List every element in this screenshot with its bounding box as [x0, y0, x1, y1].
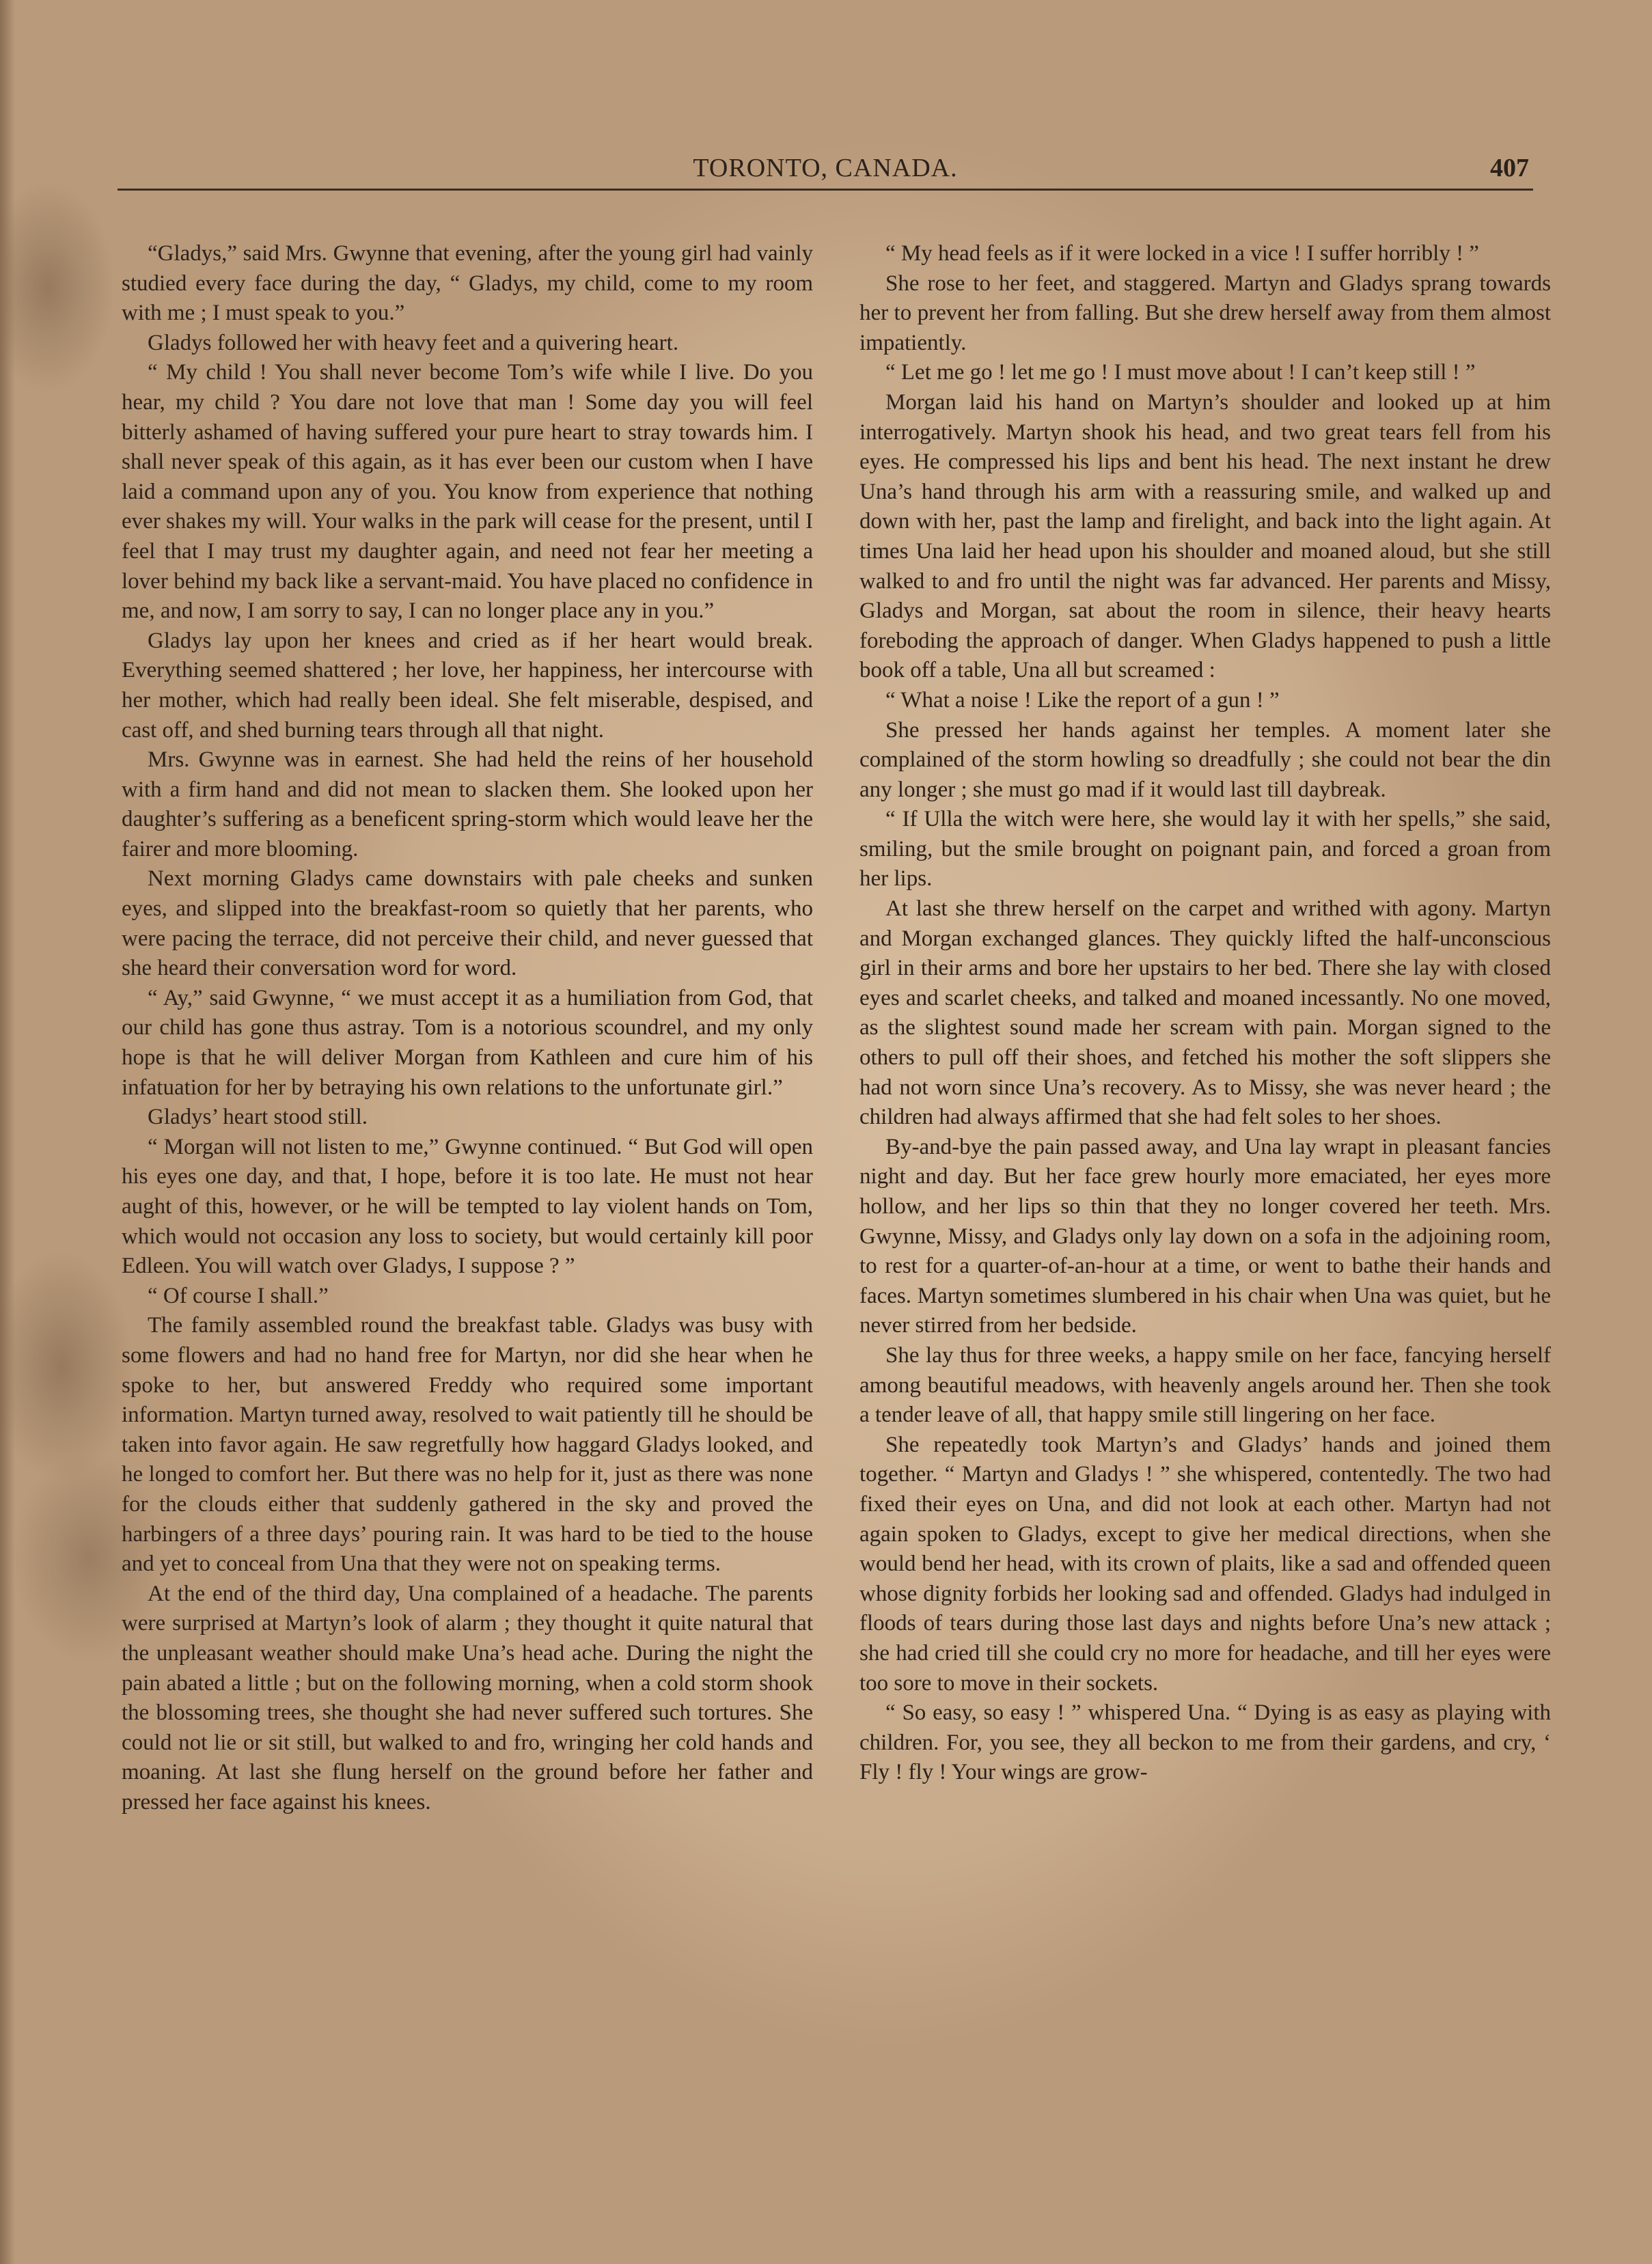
paragraph: “ Let me go ! let me go ! I must move about ! I can’t keep still ! ”	[885, 360, 1476, 385]
paragraph: “ Ay,” said Gwynne, “ we must accept it as a humiliation from God, that our child has gone thus astray. Tom is a notorious scoundrel, and my only hope is that he will deliver Morgan from Kathleen and cure him of his infatuation for her by betraying his own relations to the unfortunate girl.”	[122, 985, 813, 1100]
paragraph: By-and-bye the pain passed away, and Una lay wrapt in pleasant fancies night and day. But her face grew hourly more emaciated, her eyes more hollow, and her lips so thin that they no longer covered her teeth. Mrs. Gwynne, Missy, and Gladys only lay down on a sofa in the adjoining room, to rest for a quarter-of-an-hour at a time, or went to bathe their hands and faces. Martyn sometimes slumbered in his chair when Una was quiet, but he never stirred from her bedside.	[859, 1134, 1551, 1338]
left-column	[122, 239, 813, 1817]
page-number: 407	[1490, 154, 1529, 182]
paragraph: “ My child ! You shall never become Tom’s wife while I live. Do you hear, my child ? You dare not love that man ! Some day you will feel bitterly ashamed of having suffered your pure heart to stray towards him. I shall never speak of this again, as it has ever been our custom when I have laid a command upon any of you. You know from experience that nothing ever shakes my will. Your walks in the park will cease for the present, until I feel that I may trust my daughter again, and need not fear her meeting a lover behind my back like a servant-maid. You have placed no confidence in me, and now, I am sorry to say, I can no longer place any in you.”	[122, 360, 813, 624]
paragraph: “ My head feels as if it were locked in a vice ! I suffer horribly ! ”	[885, 241, 1479, 266]
paragraph: At the end of the third day, Una complained of a headache. The parents were surprised at Martyn’s look of alarm ; they thought it quite natural that the unpleasant weather should make Una’s head ache. During the night the pain abated a little ; but on the following morning, when a cold storm shook the blossoming trees, she thought she had never suffered such tortures. She could not lie or sit still, but walked to and fro, wringing her cold hands and moaning. At last she flung herself on the ground before her father and pressed her face against his knees.	[122, 1581, 813, 1814]
paragraph: Gladys’ heart stood still.	[148, 1105, 368, 1130]
paragraph: At last she threw herself on the carpet and writhed with agony. Martyn and Morgan exchanged glances. They quickly lifted the half-unconscious girl in their arms and bore her upstairs to her bed. There she lay with closed eyes and scarlet cheeks, and talked and moaned incessantly. No one moved, as the slightest sound made her scream with pain. Morgan signed to the others to pull off their shoes, and fetched his mother the soft slippers she had not worn since Una’s recovery. As to Missy, she was never heard ; the children had always affirmed that she had felt soles to her shoes.	[859, 896, 1551, 1130]
paragraph: “ Of course I shall.”	[148, 1283, 329, 1308]
paragraph: Morgan laid his hand on Martyn’s shoulder and looked up at him interrogatively. Martyn shook his head, and two great tears fell from his eyes. He compressed his lips and bent his head. The next instant he drew Una’s hand through his arm with a reassuring smile, and walked up and down with her, past the lamp and firelight, and back into the light again. At times Una laid her head upon his shoulder and moaned aloud, but she still walked to and fro until the night was far advanced. Her parents and Missy, Gladys and Morgan, sat about the room in silence, their heavy hearts foreboding the approach of danger. When Gladys happened to push a little book off a table, Una all but screamed :	[859, 389, 1551, 683]
paragraph: She lay thus for three weeks, a happy smile on her face, fancying herself among beautiful meadows, with heavenly angels around her. Then she took a tender leave of all, that happy smile still lingering on her face.	[859, 1342, 1551, 1428]
paragraph: Gladys followed her with heavy feet and a quivering heart.	[148, 330, 679, 355]
paragraph: “ So easy, so easy ! ” whispered Una. “ Dying is as easy as playing with children. For, you see, they all beckon to me from their gardens, and cry, ‘ Fly ! fly ! Your wings are grow-	[859, 1700, 1551, 1785]
paragraph: “ Morgan will not listen to me,” Gwynne continued. “ But God will open his eyes one day, and that, I hope, before it is too late. He must not hear aught of this, however, or he will be tempted to lay violent hands on Tom, which would not occasion any loss to society, but would certainly kill poor Edleen. You will watch over Gladys, I suppose ? ”	[122, 1134, 813, 1279]
paragraph: “ If Ulla the witch were here, she would lay it with her spells,” she said, smiling, but the smile brought on poignant pain, and forced a groan from her lips.	[859, 807, 1551, 892]
page-binding-edge	[0, 0, 15, 2264]
paragraph: Gladys lay upon her knees and cried as if her heart would break. Everything seemed shattered ; her love, her happiness, her intercourse with her mother, which had really been ideal. She felt miserable, despised, and cast off, and shed burning tears through all that night.	[122, 628, 813, 743]
paragraph: “ What a noise ! Like the report of a gun ! ”	[885, 687, 1280, 713]
paragraph: The family assembled round the breakfast table. Gladys was busy with some flowers and had no hand free for Martyn, nor did she hear when he spoke to her, but answered Freddy who required some important information. Martyn turned away, resolved to wait patiently till he should be taken into favor again. He saw regretfully how haggard Gladys looked, and he longed to comfort her. But there was no help for it, just as there was none for the clouds either that suddenly gathered in the sky and proved the harbingers of a three days’ pouring rain. It was hard to be tied to the house and yet to conceal from Una that they were not on speaking terms.	[122, 1313, 813, 1577]
paragraph: She pressed her hands against her temples. A moment later she complained of the storm howling so dreadfully ; she could not bear the din any longer ; she must go mad if it would last till daybreak.	[859, 717, 1551, 802]
right-column	[859, 239, 1551, 1788]
paragraph: Next morning Gladys came downstairs with pale cheeks and sunken eyes, and slipped into the breakfast-room so quietly that her parents, who were pacing the terrace, did not perceive their child, and never guessed that she heard their conversation word for word.	[122, 866, 813, 981]
paragraph: She repeatedly took Martyn’s and Gladys’ hands and joined them together. “ Martyn and Gladys ! ” she whispered, contentedly. The two had fixed their eyes on Una, and did not look at each other. Martyn had not again spoken to Gladys, except to give her medical directions, when she would bend her head, with its crown of plaits, like a sad and offended queen whose dignity forbids her looking sad and offended. Gladys had indulged in floods of tears during those last days and nights before Una’s new attack ; she had cried till she could cry no more for headache, and till her eyes were too sore to move in their sockets.	[859, 1432, 1551, 1696]
paragraph: “Gladys,” said Mrs. Gwynne that evening, after the young girl had vainly studied every face during the day, “ Gladys, my child, come to my room with me ; I must speak to you.”	[122, 241, 813, 326]
header-rule	[118, 189, 1533, 191]
running-title: TORONTO, CANADA.	[693, 154, 958, 182]
page-header	[118, 153, 1533, 189]
paragraph: Mrs. Gwynne was in earnest. She had held the reins of her household with a firm hand and did not mean to slacken them. She looked upon her daughter’s suffering as a beneficent spring-storm which would leave her the fairer and more blooming.	[122, 747, 813, 861]
paragraph: She rose to her feet, and staggered. Martyn and Gladys sprang towards her to prevent her from falling. But she drew herself away from them almost impatiently.	[859, 271, 1551, 355]
